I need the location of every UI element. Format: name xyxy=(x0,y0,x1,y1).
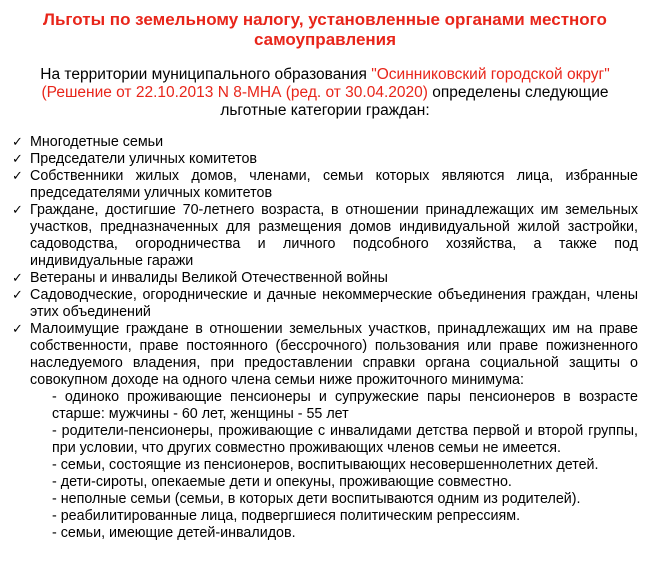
sublist-item: - семьи, имеющие детей-инвалидов. xyxy=(52,525,296,541)
list-item-text: Граждане, достигшие 70-летнего возраста, в отношении принадлежащих им земельных участков, предназначенных для размещения домов индивидуальной жилой застройки, садоводства, огородничества и личного подсобного хозяйства, а также под индивидуальные гаражи xyxy=(30,202,638,269)
check-mark-icon: ✓ xyxy=(12,271,23,286)
sublist-item: - неполные семьи (семьи, в которых дети воспитываются одним из родителей). xyxy=(52,491,581,507)
sublist-item: - родители-пенсионеры, проживающие с инвалидами детства первой и второй группы, при условии, что других совместно проживающих членов семьи не имеется. xyxy=(52,423,638,456)
categories-list xyxy=(12,134,638,542)
list-item-text: Председатели уличных комитетов xyxy=(30,151,258,167)
sublist-item: - реабилитированные лица, подвергшиеся политическим репрессиям. xyxy=(52,508,521,524)
check-mark-icon: ✓ xyxy=(12,203,23,218)
list-item xyxy=(12,134,638,151)
list-item-text: Малоимущие граждане в отношении земельных участков, принадлежащих им на праве собственности, праве постоянного (бессрочного) пользования или праве пожизненного наследуемого владения, при предоставлении справки органа социальной защиты о совокупном доходе на одного члена семьи ниже прожиточного минимума: xyxy=(30,321,638,388)
subcategories-list xyxy=(30,389,638,542)
list-item xyxy=(12,168,638,202)
list-item xyxy=(12,202,638,270)
decision-reference: (Решение от 22.10.2013 N 8-МНА (ред. от 30.04.2020) xyxy=(41,84,428,101)
check-mark-icon: ✓ xyxy=(12,288,23,303)
check-mark-icon: ✓ xyxy=(12,322,23,337)
intro-paragraph xyxy=(12,66,638,120)
intro-suffix: определены следующие льготные категории граждан: xyxy=(220,84,609,119)
list-item-text: Многодетные семьи xyxy=(30,134,164,150)
municipality-name: "Осинниковский городской округ" xyxy=(371,66,610,83)
check-mark-icon: ✓ xyxy=(12,169,23,184)
sublist-item: - семьи, состоящие из пенсионеров, воспитывающих несовершеннолетних детей. xyxy=(52,457,599,473)
intro-prefix: На территории муниципального образования xyxy=(40,66,372,83)
check-mark-icon: ✓ xyxy=(12,152,23,167)
list-item xyxy=(12,270,638,287)
list-item xyxy=(12,287,638,321)
list-item-text: Садоводческие, огороднические и дачные некоммерческие объединения граждан, члены этих объединений xyxy=(30,287,638,320)
list-item xyxy=(12,321,638,542)
sublist-item: - одиноко проживающие пенсионеры и супружеские пары пенсионеров в возрасте старше: мужчины - 60 лет, женщины - 55 лет xyxy=(52,389,638,422)
list-item-text: Собственники жилых домов, членами, семьи которых являются лица, избранные председателями уличных комитетов xyxy=(30,168,638,201)
sublist-item: - дети-сироты, опекаемые дети и опекуны, проживающие совместно. xyxy=(52,474,512,490)
page-title: Льготы по земельному налогу, установленные органами местного самоуправления xyxy=(43,10,607,49)
list-item xyxy=(12,151,638,168)
check-mark-icon: ✓ xyxy=(12,135,23,150)
list-item-text: Ветераны и инвалиды Великой Отечественной войны xyxy=(30,270,388,286)
